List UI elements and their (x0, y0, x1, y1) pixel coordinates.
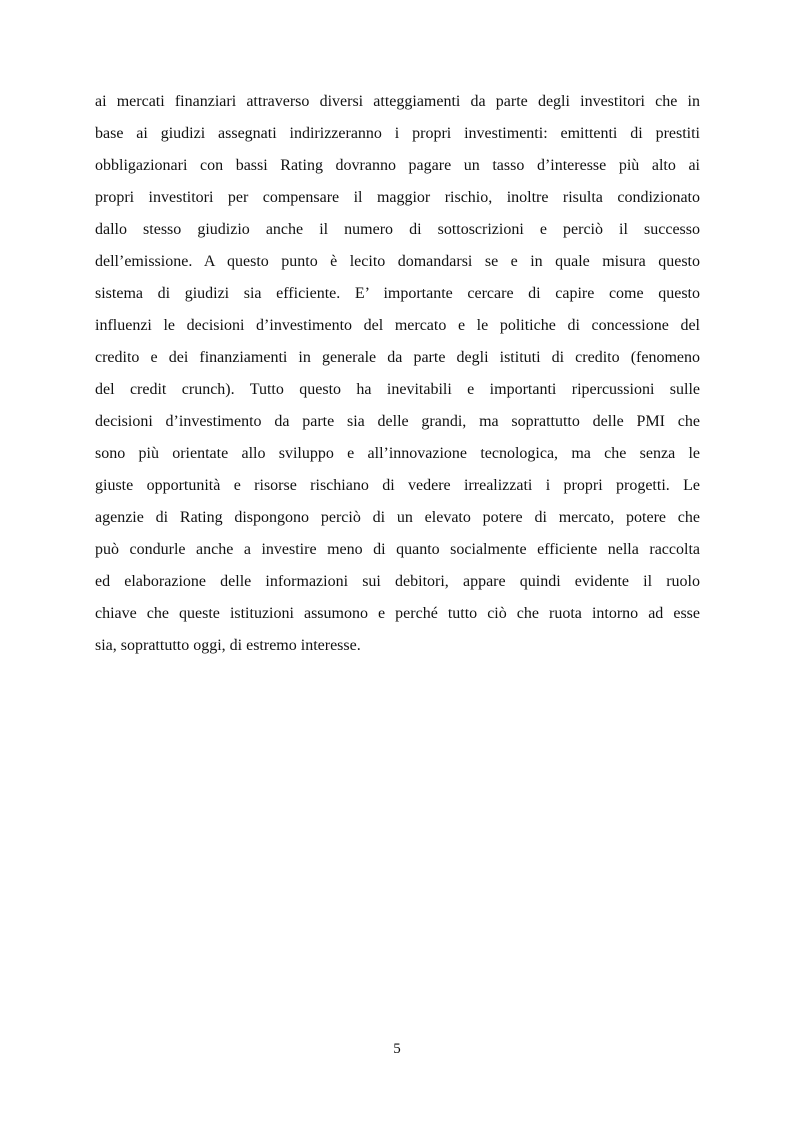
body-paragraph (95, 86, 700, 662)
paragraph-line-3: obbligazionari con bassi Rating dovranno pagare un tasso d’interesse più alto ai (95, 157, 700, 174)
paragraph-line-8: influenzi le decisioni d’investimento del mercato e le politiche di concessione del (95, 317, 700, 334)
paragraph-line-5: dallo stesso giudizio anche il numero di sottoscrizioni e perciò il successo (95, 221, 700, 238)
paragraph-line-18: sia, soprattutto oggi, di estremo interesse. (95, 637, 361, 654)
paragraph-line-10: del credit crunch). Tutto questo ha inevitabili e importanti ripercussioni sulle (95, 381, 700, 398)
paragraph-line-6: dell’emissione. A questo punto è lecito domandarsi se e in quale misura questo (95, 253, 700, 270)
paragraph-line-17: chiave che queste istituzioni assumono e perché tutto ciò che ruota intorno ad esse (95, 605, 700, 622)
paragraph-line-1: ai mercati finanziari attraverso diversi atteggiamenti da parte degli investitori che in (95, 93, 700, 110)
paragraph-line-16: ed elaborazione delle informazioni sui debitori, appare quindi evidente il ruolo (95, 573, 700, 590)
paragraph-line-14: agenzie di Rating dispongono perciò di un elevato potere di mercato, potere che (95, 509, 700, 526)
paragraph-line-13: giuste opportunità e risorse rischiano di vedere irrealizzati i propri progetti. Le (95, 477, 700, 494)
page-number: 5 (393, 1041, 401, 1057)
paragraph-line-7: sistema di giudizi sia efficiente. E’ importante cercare di capire come questo (95, 285, 700, 302)
paragraph-line-2: base ai giudizi assegnati indirizzeranno i propri investimenti: emittenti di prestiti (95, 125, 700, 142)
paragraph-line-12: sono più orientate allo sviluppo e all’innovazione tecnologica, ma che senza le (95, 445, 700, 462)
paragraph-line-9: credito e dei finanziamenti in generale da parte degli istituti di credito (fenomeno (95, 349, 700, 366)
paragraph-line-15: può condurle anche a investire meno di quanto socialmente efficiente nella raccolta (95, 541, 700, 558)
paragraph-line-11: decisioni d’investimento da parte sia delle grandi, ma soprattutto delle PMI che (95, 413, 700, 430)
paragraph-line-4: propri investitori per compensare il maggior rischio, inoltre risulta condizionato (95, 189, 700, 206)
